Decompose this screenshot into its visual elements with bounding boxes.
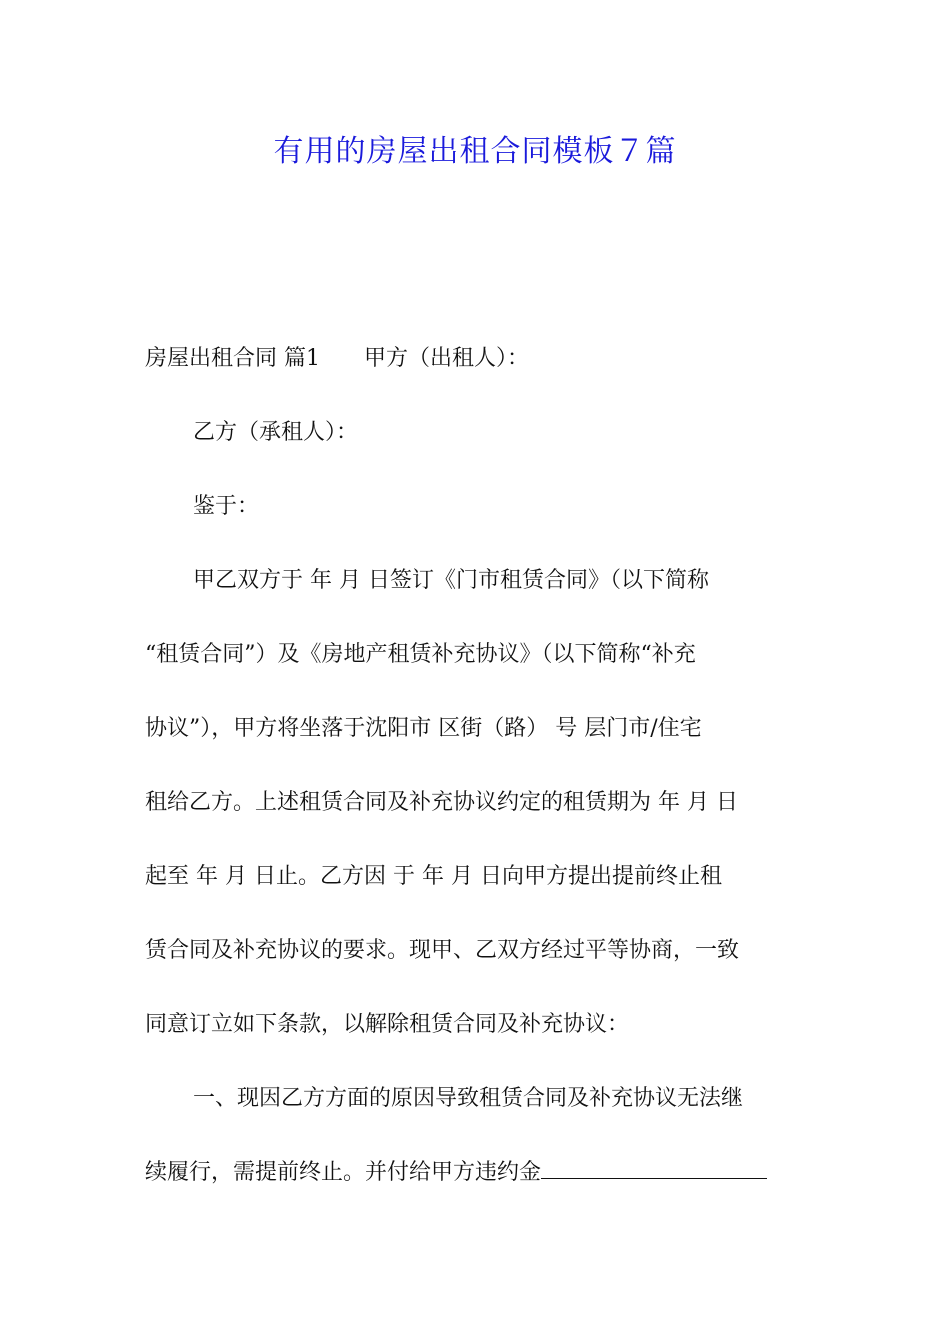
paragraph-line: 协议”），甲方将坐落于沈阳市 区街（路） 号 层门市/住宅: [145, 716, 702, 741]
paragraph-line: 赁合同及补充协议的要求。现甲、乙双方经过平等协商，一致: [145, 938, 740, 963]
contract-heading: 房屋出租合同 篇1: [145, 346, 320, 371]
heading-line: [145, 322, 807, 396]
document-body: [145, 322, 807, 1210]
party-a-label: 甲方（出租人）：: [364, 346, 530, 371]
paragraph-line: “租赁合同”）及《房地产租赁补充协议》（以下简称“补充: [145, 642, 696, 667]
whereas-label: 鉴于：: [193, 494, 260, 519]
paragraph-line: 同意订立如下条款，以解除租赁合同及补充协议：: [145, 1012, 630, 1037]
paragraph-line: 甲乙双方于 年 月 日签订《门市租赁合同》（以下简称: [193, 568, 709, 593]
party-b-label: 乙方（承租人）：: [193, 420, 359, 445]
clause-line-with-blank: [145, 1136, 807, 1210]
document-title: 有用的房屋出租合同模板７篇: [273, 134, 677, 169]
clause-text: 续履行，需提前终止。并付给甲方违约金: [145, 1160, 542, 1185]
paragraph-line: 起至 年 月 日止。乙方因 于 年 月 日向甲方提出提前终止租: [145, 864, 722, 889]
penalty-blank-underline: [541, 1158, 767, 1179]
paragraph-line: 租给乙方。上述租赁合同及补充协议约定的租赁期为 年 月 日: [145, 790, 738, 815]
clause-line: 一、现因乙方方面的原因导致租赁合同及补充协议无法继: [193, 1086, 744, 1111]
